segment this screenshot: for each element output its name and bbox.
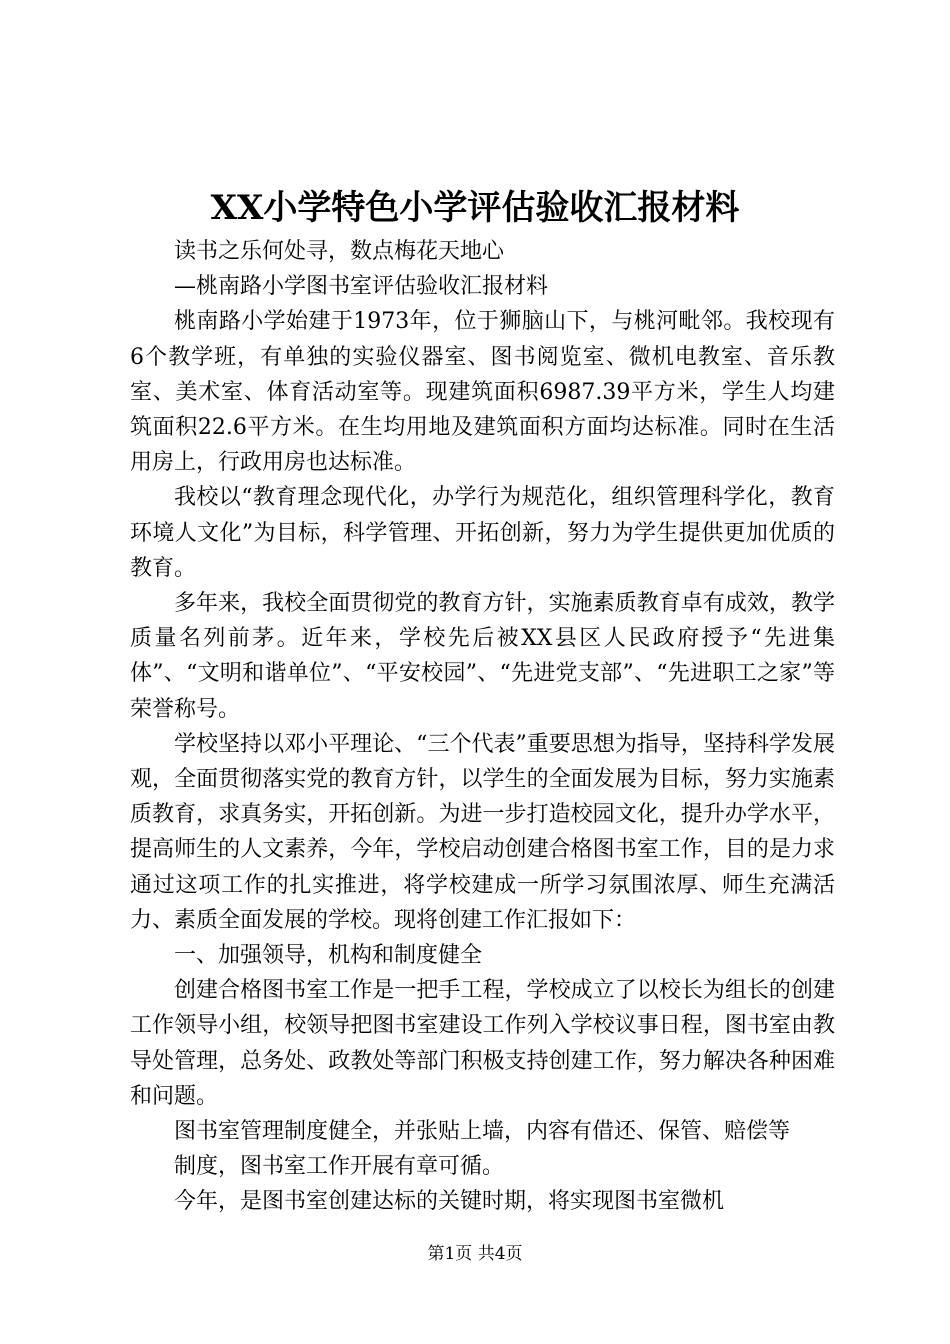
paragraph-subtitle-2: —桃南路小学图书室评估验收汇报材料: [174, 274, 549, 300]
page-number: 第1页 共4页: [427, 1244, 523, 1264]
document-title: XX小学特色小学评估验收汇报材料: [210, 188, 740, 228]
paragraph-school-goals: 我校以“教育理念现代化，办学行为规范化，组织管理科学化，教育环境人文化”为目标，科学管理、开拓创新，努力为学生提供更加优质的教育。: [130, 485, 835, 581]
paragraph-rules: 图书室管理制度健全，并张贴上墙，内容有借还、保管、赔偿等: [174, 1119, 791, 1145]
paragraph-school-intro: 桃南路小学始建于1973年，位于狮脑山下，与桃河毗邻。我校现有6个教学班，有单独的实验仪器室、图书阅览室、微机电教室、音乐教室、美术室、体育活动室等。现建筑面积6987.39平方米，学生人均建筑面积22.6平方米。在生均用地及建筑面积方面均达标准。同时在生活用房上，行政用房也达标准。: [130, 309, 835, 476]
section-heading-1: 一、加强领导，机构和制度健全: [174, 943, 483, 969]
document-body: [130, 234, 835, 1220]
paragraph-rules-cont: 制度，图书室工作开展有章可循。: [174, 1154, 505, 1180]
paragraph-subtitle-1: 读书之乐何处寻，数点梅花天地心: [174, 239, 505, 264]
paragraph-guidance: 学校坚持以邓小平理论、“三个代表”重要思想为指导，坚持科学发展观，全面贯彻落实党的教育方针，以学生的全面发展为目标，努力实施素质教育，求真务实，开拓创新。为进一步打造校园文化，提升办学水平，提高师生的人文素养，今年，学校启动创建合格图书室工作，目的是力求通过这项工作的扎实推进，将学校建成一所学习氛围浓厚、师生充满活力、素质全面发展的学校。现将创建工作汇报如下：: [130, 731, 835, 933]
paragraph-this-year: 今年，是图书室创建达标的关键时期，将实现图书室微机: [174, 1189, 725, 1215]
paragraph-leadership: 创建合格图书室工作是一把手工程，学校成立了以校长为组长的创建工作领导小组，校领导把图书室建设工作列入学校议事日程，图书室由教导处管理，总务处、政教处等部门积极支持创建工作，努力解决各种困难和问题。: [130, 978, 835, 1109]
paragraph-achievements: 多年来，我校全面贯彻党的教育方针，实施素质教育卓有成效，教学质量名列前茅。近年来，学校先后被XX县区人民政府授予“先进集体”、“文明和谐单位”、“平安校园”、“先进党支部”、“先进职工之家”等荣誉称号。: [130, 591, 835, 722]
